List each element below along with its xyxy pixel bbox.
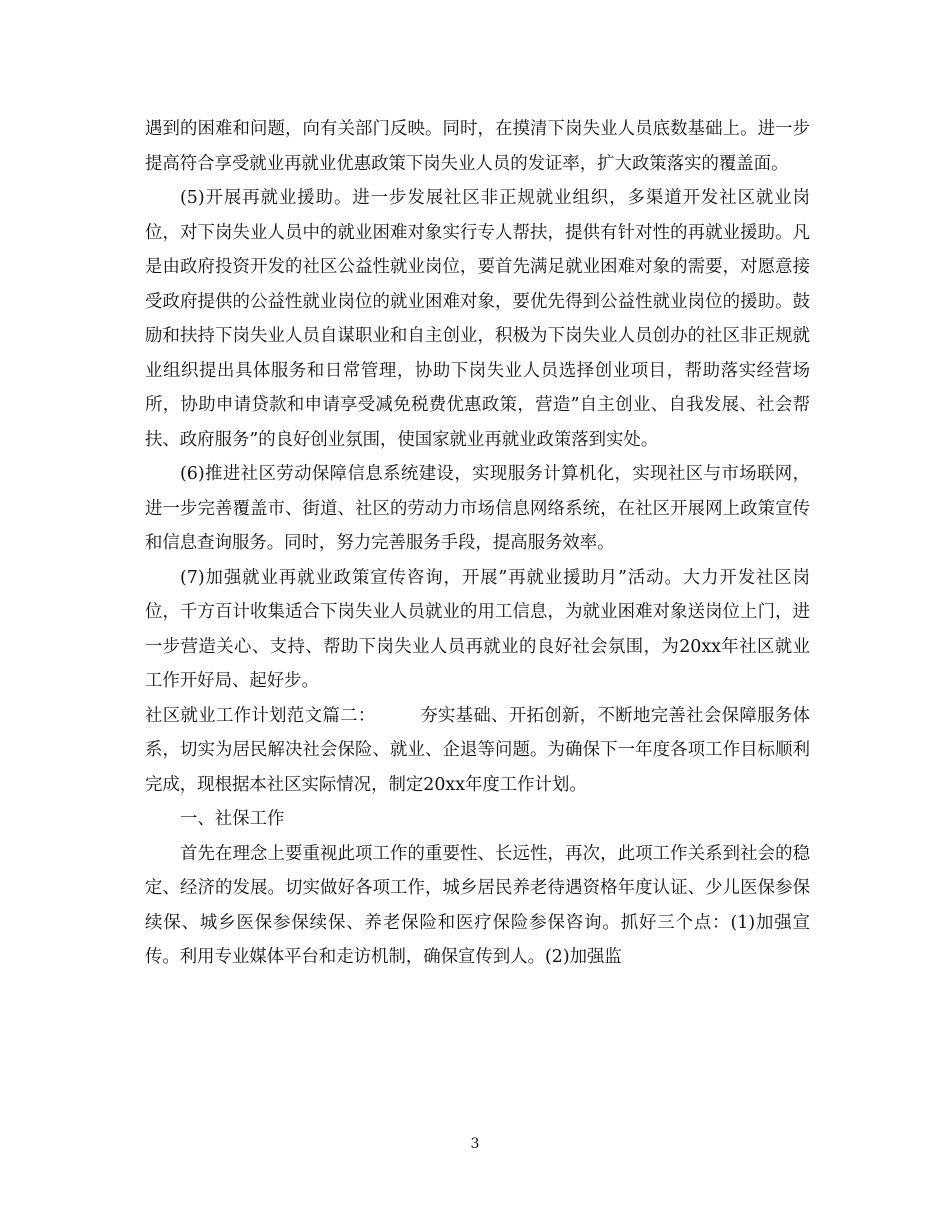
paragraph-3: (6)推进社区劳动保障信息系统建设，实现服务计算机化，实现社区与市场联网，进一步完善覆盖市、街道、社区的劳动力市场信息网络系统，在社区开展网上政策宣传和信息查询服务。同时，努力完善服务手段，提高服务效率。 bbox=[145, 464, 810, 553]
page-number: 3 bbox=[470, 1136, 480, 1152]
paragraph-4: (7)加强就业再就业政策宣传咨询，开展”再就业援助月”活动。大力开发社区岗位，千方百计收集适合下岗失业人员就业的用工信息，为就业困难对象送岗位上门，进一步营造关心、支持、帮助下岗失业人员再就业的良好社会氛围，为20xx年社区就业工作开好局、起好步。 bbox=[145, 567, 810, 691]
paragraph-5: 社区就业工作计划范文篇二： 夯实基础、开拓创新，不断地完善社会保障服务体系，切实为居民解决社会保险、就业、企退等问题。为确保下一年度各项工作目标顺利完成，现根据本社区实际情况，制定20xx年度工作计划。 bbox=[145, 705, 810, 795]
paragraph-2: (5)开展再就业援助。进一步发展社区非正规就业组织，多渠道开发社区就业岗位，对下岗失业人员中的就业困难对象实行专人帮扶，提供有针对性的再就业援助。凡是由政府投资开发的社区公益性就业岗位，要首先满足就业困难对象的需要，对愿意接受政府提供的公益性就业岗位的就业困难对象，要优先得到公益性就业岗位的援助。鼓励和扶持下岗失业人员自谋职业和自主创业，积极为下岗失业人员创办的社区非正规就业组织提出具体服务和日常管理，协助下岗失业人员选择创业项目，帮助落实经营场所，协助申请贷款和申请享受减免税费优惠政策，营造”自主创业、自我发展、社会帮扶、政府服务”的良好创业氛围，使国家就业再就业政策落到实处。 bbox=[145, 188, 810, 450]
section-heading: 一、社保工作 bbox=[180, 809, 285, 829]
paragraph-7: 首先在理念上要重视此项工作的重要性、长远性，再次，此项工作关系到社会的稳定、经济的发展。切实做好各项工作，城乡居民养老待遇资格年度认证、少儿医保参保续保、城乡医保参保续保、养老保险和医疗保险参保咨询。抓好三个点：(1)加强宣传。利用专业媒体平台和走访机制，确保宣传到人。(2)加强监 bbox=[145, 843, 810, 967]
document-body bbox=[145, 112, 810, 975]
paragraph-1: 遇到的困难和问题，向有关部门反映。同时，在摸清下岗失业人员底数基础上。进一步提高符合享受就业再就业优惠政策下岗失业人员的发证率，扩大政策落实的覆盖面。 bbox=[145, 119, 810, 174]
